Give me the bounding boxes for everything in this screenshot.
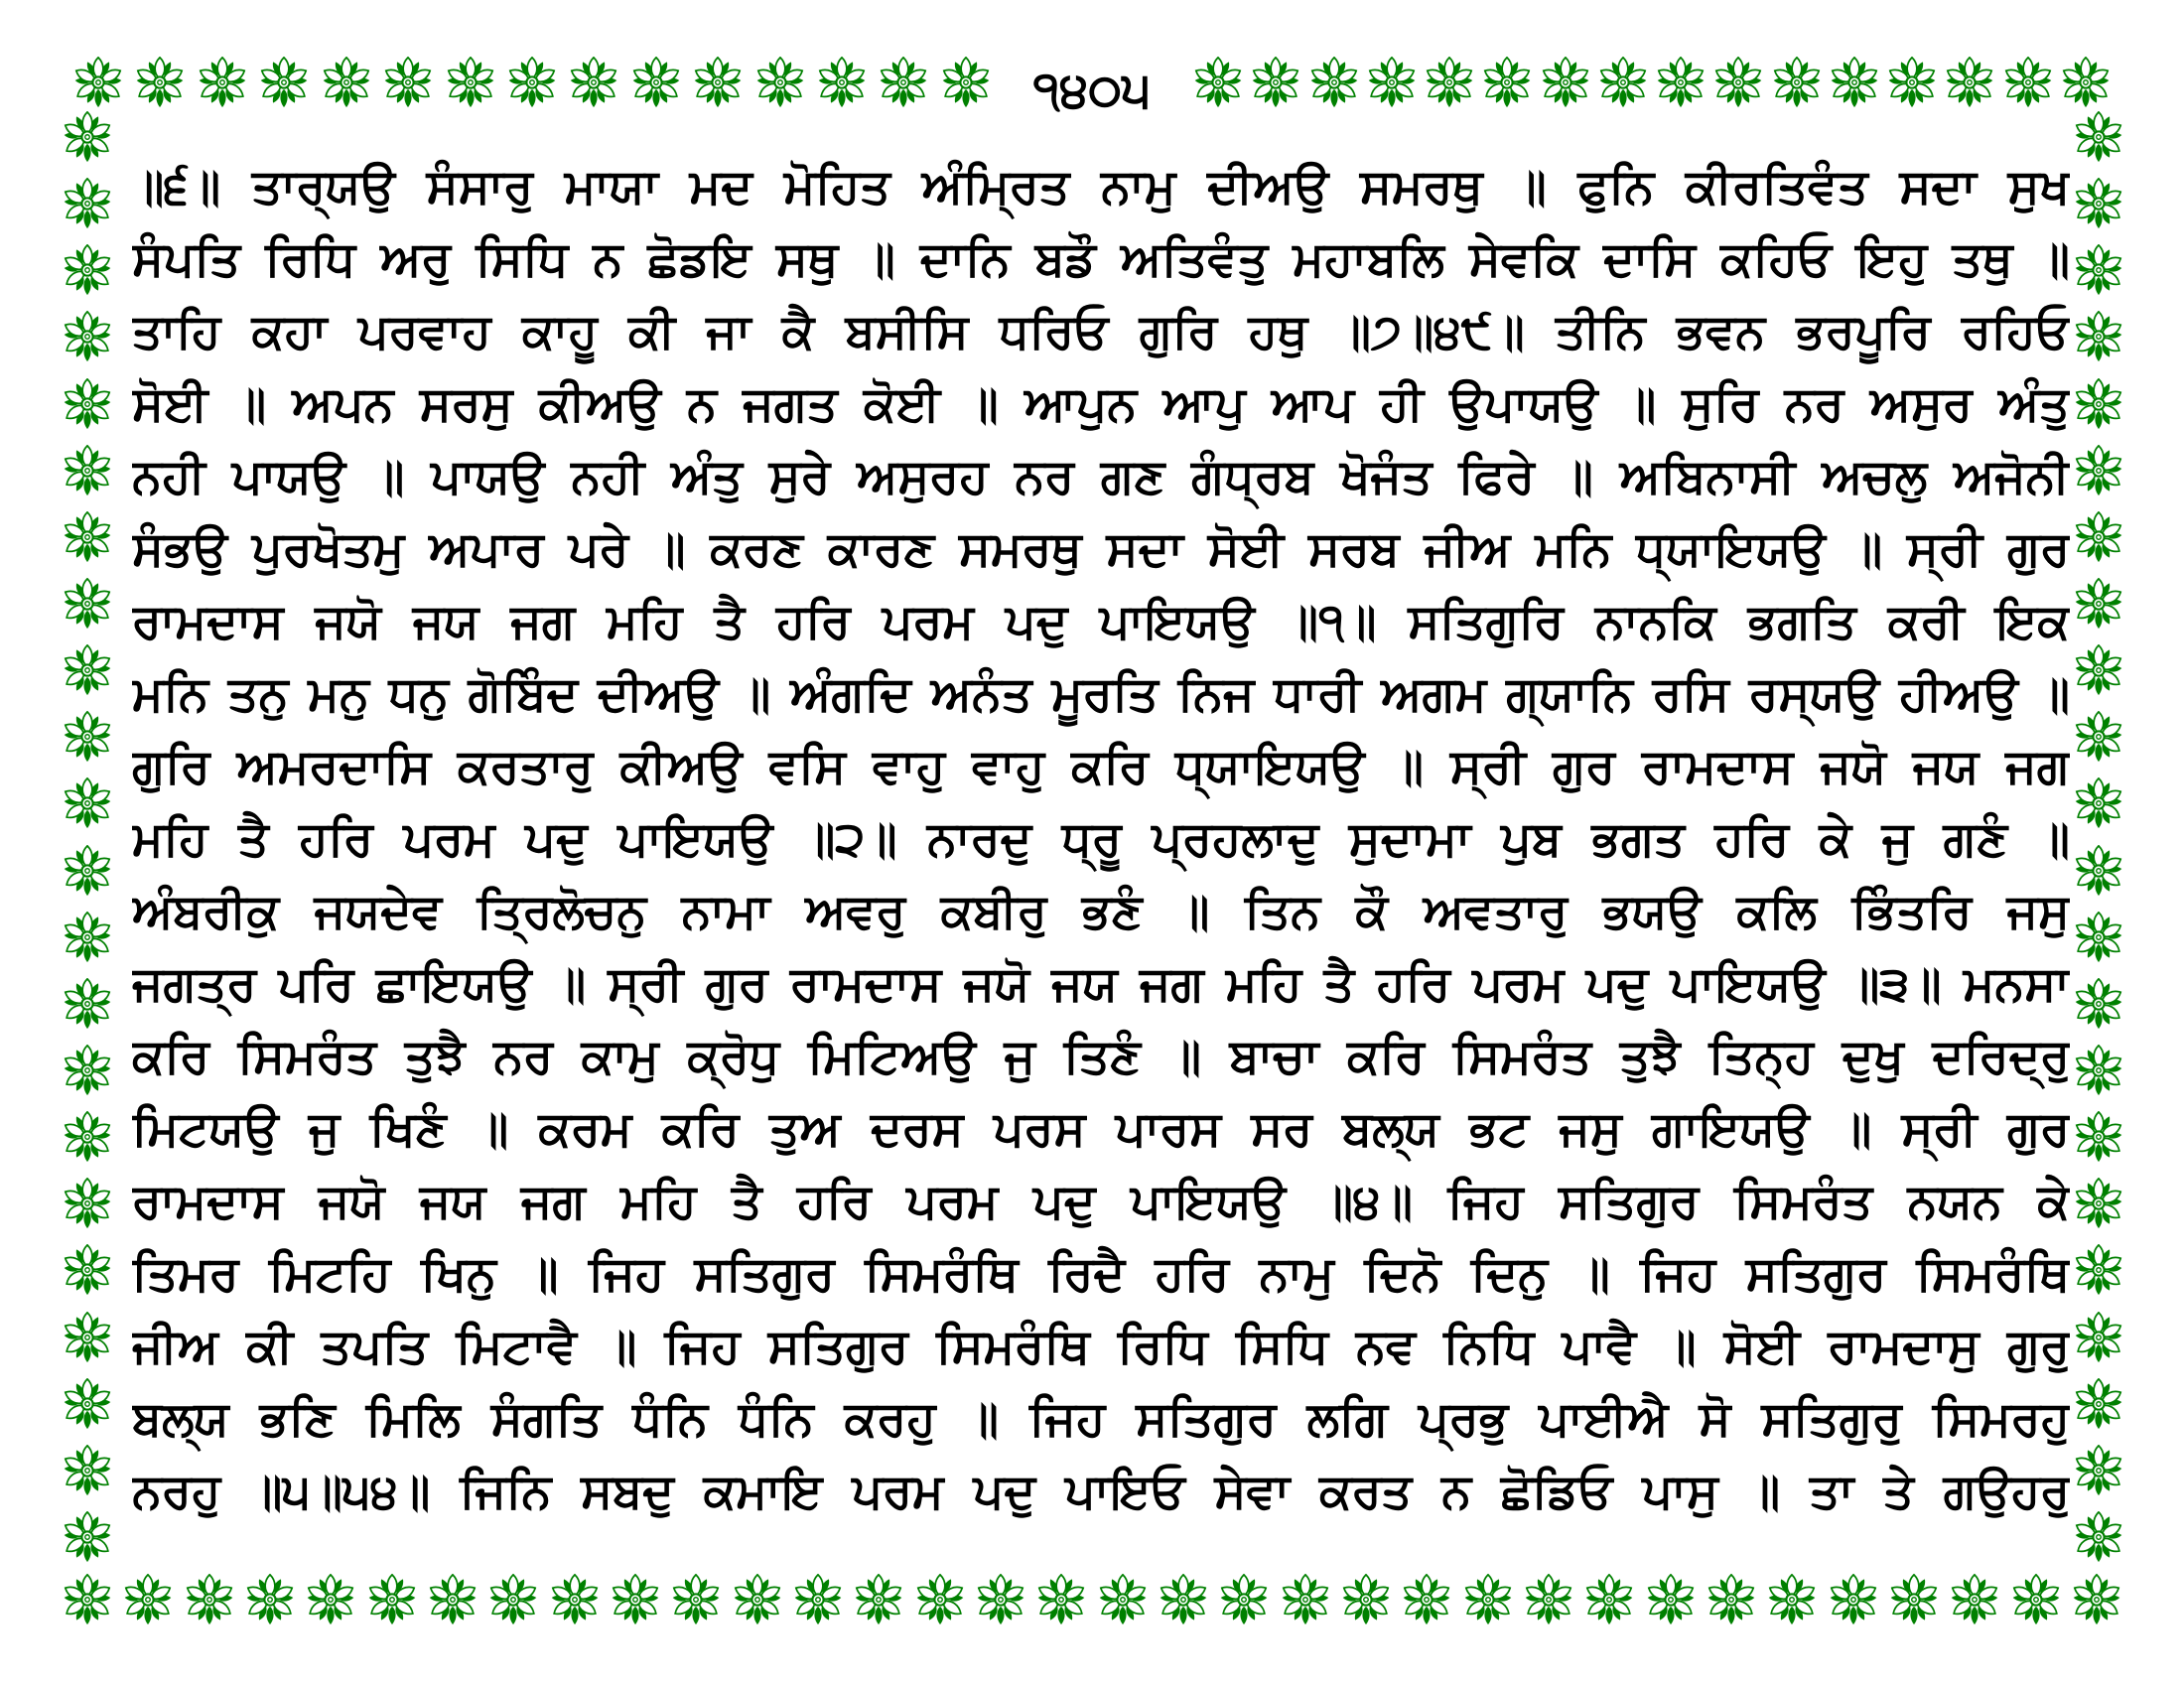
flower-icon (2073, 1312, 2124, 1363)
flower-icon (2073, 912, 2124, 963)
flower-icon (732, 1574, 783, 1625)
flower-icon (1886, 57, 1938, 108)
flower-icon (1597, 57, 1649, 108)
ornament-border-left (60, 111, 115, 1563)
text-line: ਜੀਅ ਕੀ ਤਪਤਿ ਮਿਟਾਵੈ ॥ ਜਿਹ ਸਤਿਗੁਰ ਸਿਮਰੰਥਿ ਰਿਧਿ ਸਿਧਿ ਨਵ ਨਿਧਿ ਪਾਵੈ ॥ ਸੋਈ ਰਾਮਦਾਸੁ ਗੁਰੁ (132, 1321, 2070, 1373)
flower-icon (62, 845, 113, 897)
flower-icon (2073, 1244, 2124, 1296)
flower-icon (1949, 1574, 2000, 1625)
ornament-border-right (2071, 111, 2126, 1563)
text-line: ਮਿਟਯਉ ਜੁ ਖਿਣੰ ॥ ਕਰਮ ਕਰਿ ਤੁਅ ਦਰਸ ਪਰਸ ਪਾਰਸ ਸਰ ਬਲ੍ਯ ਭਟ ਜਸੁ ਗਾਇਯਉ ॥ ਸ੍ਰੀ ਗੁਰ (132, 1103, 2070, 1156)
flower-icon (1712, 57, 1764, 108)
flower-icon (197, 57, 248, 108)
text-line: ਬਲ੍ਯ ਭਣਿ ਮਿਲਿ ਸੰਗਤਿ ਧੰਨਿ ਧੰਨਿ ਕਰਹੁ ॥ ਜਿਹ ਸਤਿਗੁਰ ਲਗਿ ਪ੍ਰਭੁ ਪਾਈਐ ਸੋ ਸਤਿਗੁਰੁ ਸਿਮਰਹੁ (132, 1393, 2070, 1446)
text-line: ॥੬॥ ਤਾਰ੍ਯਉ ਸੰਸਾਰੁ ਮਾਯਾ ਮਦ ਮੋਹਿਤ ਅੰਮ੍ਰਿਤ ਨਾਮੁ ਦੀਅਉ ਸਮਰਥੁ ॥ ਫੁਨਿ ਕੀਰਤਿਵੰਤ ਸਦਾ ਸੁਖ (132, 161, 2070, 213)
flower-icon (1645, 1574, 1697, 1625)
text-line: ਤਾਹਿ ਕਹਾ ਪਰਵਾਹ ਕਾਹੂ ਕੀ ਜਾ ਕੈ ਬਸੀਸਿ ਧਰਿਓ ਗੁਰਿ ਹਥੁ ॥੭॥੪੯॥ ਤੀਨਿ ਭਵਨ ਭਰਪੂਰਿ ਰਹਿਓ (132, 306, 2070, 358)
flower-icon (1888, 1574, 1940, 1625)
flower-icon (1035, 1574, 1087, 1625)
flower-icon (1540, 57, 1591, 108)
flower-icon (2073, 578, 2124, 630)
flower-icon (568, 57, 619, 108)
flower-icon (62, 1445, 113, 1496)
flower-icon (878, 57, 929, 108)
flower-icon (2073, 978, 2124, 1030)
flower-icon (2073, 1178, 2124, 1229)
flower-icon (62, 1312, 113, 1363)
flower-icon (1218, 1574, 1270, 1625)
flower-icon (1655, 57, 1706, 108)
text-line: ਮਨਿ ਤਨੁ ਮਨੁ ਧਨੁ ਗੋਬਿੰਦ ਦੀਅਉ ॥ ਅੰਗਦਿ ਅਨੰਤ ਮੂਰਤਿ ਨਿਜ ਧਾਰੀ ਅਗਮ ਗ੍ਯਾਨਿ ਰਸਿ ਰਸ੍ਯਉ ਹੀਅਉ ॥ (132, 668, 2070, 721)
flower-icon (487, 1574, 539, 1625)
flower-icon (305, 1574, 356, 1625)
flower-icon (244, 1574, 296, 1625)
flower-icon (853, 1574, 904, 1625)
flower-icon (610, 1574, 661, 1625)
flower-icon (2073, 1511, 2124, 1563)
flower-icon (2073, 777, 2124, 829)
flower-icon (2073, 111, 2124, 163)
flower-icon (2073, 711, 2124, 763)
flower-icon (792, 1574, 844, 1625)
flower-icon (62, 777, 113, 829)
text-line: ਜਗਤ੍ਰ ਪਰਿ ਛਾਇਯਉ ॥ ਸ੍ਰੀ ਗੁਰ ਰਾਮਦਾਸ ਜਯੋ ਜਯ ਜਗ ਮਹਿ ਤੈ ਹਰਿ ਪਰਮ ਪਦੁ ਪਾਇਯਉ ॥੩॥ ਮਨਸਾ (132, 958, 2070, 1011)
flower-icon (549, 1574, 601, 1625)
flower-icon (62, 912, 113, 963)
flower-icon (1308, 57, 1360, 108)
flower-icon (1944, 57, 1995, 108)
flower-icon (321, 57, 372, 108)
flower-icon (1250, 57, 1301, 108)
flower-icon (62, 1378, 113, 1430)
flower-icon (62, 311, 113, 362)
flower-icon (258, 57, 310, 108)
flower-icon (62, 511, 113, 563)
flower-icon (62, 978, 113, 1030)
flower-icon (1192, 57, 1244, 108)
flower-icon (62, 644, 113, 696)
flower-icon (1280, 1574, 1331, 1625)
flower-icon (62, 244, 113, 296)
flower-icon (62, 1178, 113, 1229)
flower-icon (1829, 57, 1880, 108)
flower-icon (1158, 1574, 1209, 1625)
ornament-row-top-left (72, 57, 992, 108)
flower-icon (940, 57, 992, 108)
flower-icon (816, 57, 868, 108)
flower-icon (1706, 1574, 1757, 1625)
flower-icon (62, 1244, 113, 1296)
ornament-border-top (72, 55, 2112, 117)
text-line: ਮਹਿ ਤੈ ਹਰਿ ਪਰਮ ਪਦੁ ਪਾਇਯਉ ॥੨॥ ਨਾਰਦੁ ਧ੍ਰੂ ਪ੍ਰਹਲਾਦੁ ਸੁਦਾਮਾ ਪੁਬ ਭਗਤ ਹਰਿ ਕੇ ਜੁ ਗਣੰ ॥ (132, 813, 2070, 866)
flower-icon (382, 57, 434, 108)
flower-icon (1366, 57, 1418, 108)
flower-icon (1340, 1574, 1392, 1625)
flower-icon (72, 57, 124, 108)
flower-icon (914, 1574, 966, 1625)
flower-icon (62, 1045, 113, 1096)
text-line: ਸੋਈ ॥ ਅਪਨ ਸਰਸੁ ਕੀਅਉ ਨ ਜਗਤ ਕੋਈ ॥ ਆਪੁਨ ਆਪੁ ਆਪ ਹੀ ਉਪਾਯਉ ॥ ਸੁਰਿ ਨਰ ਅਸੁਰ ਅੰਤੁ (132, 378, 2070, 431)
flower-icon (62, 1111, 113, 1163)
flower-icon (62, 178, 113, 229)
flower-icon (1424, 57, 1475, 108)
text-line: ਸੰਭਉ ਪੁਰਖੋਤਮੁ ਅਪਾਰ ਪਰੇ ॥ ਕਰਣ ਕਾਰਣ ਸਮਰਥੁ ਸਦਾ ਸੋਈ ਸਰਬ ਜੀਅ ਮਨਿ ਧ੍ਯਾਇਯਉ ॥ ਸ੍ਰੀ ਗੁਰ (132, 523, 2070, 576)
ornament-border-bottom (62, 1572, 2122, 1627)
text-line: ਤਿਮਰ ਮਿਟਹਿ ਖਿਨੁ ॥ ਜਿਹ ਸਤਿਗੁਰ ਸਿਮਰੰਥਿ ਰਿਦੈ ਹਰਿ ਨਾਮੁ ਦਿਨੋ ਦਿਨੁ ॥ ਜਿਹ ਸਤਿਗੁਰ ਸਿਮਰੰਥਿ (132, 1248, 2070, 1301)
flower-icon (445, 57, 496, 108)
flower-icon (1523, 1574, 1574, 1625)
flower-icon (1462, 1574, 1514, 1625)
text-line: ਅੰਬਰੀਕੁ ਜਯਦੇਵ ਤ੍ਰਿਲੋਚਨੁ ਨਾਮਾ ਅਵਰੁ ਕਬੀਰੁ ਭਣੰ ॥ ਤਿਨ ਕੌ ਅਵਤਾਰੁ ਭਯਉ ਕਲਿ ਭਿੰਤਰਿ ਜਸੁ (132, 886, 2070, 938)
flower-icon (2073, 511, 2124, 563)
flower-icon (2060, 57, 2112, 108)
flower-icon (1401, 1574, 1452, 1625)
flower-icon (2010, 1574, 2062, 1625)
text-line: ਰਾਮਦਾਸ ਜਯੋ ਜਯ ਜਗ ਮਹਿ ਤੈ ਹਰਿ ਪਰਮ ਪਦੁ ਪਾਇਯਉ ॥੪॥ ਜਿਹ ਸਤਿਗੁਰ ਸਿਮਰੰਤ ਨਯਨ ਕੇ (132, 1176, 2070, 1228)
flower-icon (62, 578, 113, 630)
flower-icon (670, 1574, 722, 1625)
flower-icon (1583, 1574, 1635, 1625)
flower-icon (1828, 1574, 1879, 1625)
flower-icon (1766, 1574, 1818, 1625)
flower-icon (1481, 57, 1533, 108)
flower-icon (2073, 1111, 2124, 1163)
flower-icon (2073, 845, 2124, 897)
flower-icon (62, 378, 113, 430)
text-line: ਕਰਿ ਸਿਮਰੰਤ ਤੁਝੈ ਨਰ ਕਾਮੁ ਕ੍ਰੋਧੁ ਮਿਟਿਅਉ ਜੁ ਤਿਣੰ ॥ ਬਾਚਾ ਕਰਿ ਸਿਮਰੰਤ ਤੁਝੈ ਤਿਨ੍ਹ ਦੁਖੁ ਦਰਿਦ੍ਰੁ (132, 1031, 2070, 1083)
text-line: ਰਾਮਦਾਸ ਜਯੋ ਜਯ ਜਗ ਮਹਿ ਤੈ ਹਰਿ ਪਰਮ ਪਦੁ ਪਾਇਯਉ ॥੧॥ ਸਤਿਗੁਰਿ ਨਾਨਕਿ ਭਗਤਿ ਕਰੀ ਇਕ (132, 596, 2070, 648)
flower-icon (122, 1574, 174, 1625)
flower-icon (62, 1511, 113, 1563)
flower-icon (2073, 178, 2124, 229)
flower-icon (184, 1574, 235, 1625)
flower-icon (2073, 311, 2124, 362)
ornament-row-top-right (1192, 57, 2112, 108)
text-line: ਨਹੀ ਪਾਯਉ ॥ ਪਾਯਉ ਨਹੀ ਅੰਤੁ ਸੁਰੇ ਅਸੁਰਹ ਨਰ ਗਣ ਗੰਧ੍ਰਬ ਖੋਜੰਤ ਫਿਰੇ ॥ ਅਬਿਨਾਸੀ ਅਚਲੁ ਅਜੋਨੀ (132, 451, 2070, 503)
flower-icon (62, 711, 113, 763)
flower-icon (427, 1574, 478, 1625)
flower-icon (2073, 644, 2124, 696)
text-line: ਨਰਹੁ ॥੫॥੫੪॥ ਜਿਨਿ ਸਬਦੁ ਕਮਾਇ ਪਰਮ ਪਦੁ ਪਾਇਓ ਸੇਵਾ ਕਰਤ ਨ ਛੋਡਿਓ ਪਾਸੁ ॥ ਤਾ ਤੇ ਗਉਹਰੁ (132, 1466, 2070, 1518)
flower-icon (2071, 1574, 2122, 1625)
page-number: ੧੪੦੫ (1032, 62, 1152, 117)
flower-icon (2073, 445, 2124, 496)
flower-icon (630, 57, 682, 108)
flower-icon (62, 111, 113, 163)
flower-icon (2073, 244, 2124, 296)
flower-icon (1771, 57, 1823, 108)
flower-icon (366, 1574, 418, 1625)
flower-icon (1097, 1574, 1149, 1625)
flower-icon (62, 1574, 113, 1625)
flower-icon (754, 57, 806, 108)
text-line: ਗੁਰਿ ਅਮਰਦਾਸਿ ਕਰਤਾਰੁ ਕੀਅਉ ਵਸਿ ਵਾਹੁ ਵਾਹੁ ਕਰਿ ਧ੍ਯਾਇਯਉ ॥ ਸ੍ਰੀ ਗੁਰ ਰਾਮਦਾਸ ਜਯੋ ਜਯ ਜਗ (132, 741, 2070, 793)
scripture-text (132, 151, 2070, 1528)
flower-icon (134, 57, 186, 108)
text-line: ਸੰਪਤਿ ਰਿਧਿ ਅਰੁ ਸਿਧਿ ਨ ਛੋਡਇ ਸਥੁ ॥ ਦਾਨਿ ਬਡੌ ਅਤਿਵੰਤੁ ਮਹਾਬਲਿ ਸੇਵਕਿ ਦਾਸਿ ਕਹਿਓ ਇਹੁ ਤਥੁ ॥ (132, 233, 2070, 286)
flower-icon (506, 57, 558, 108)
flower-icon (2073, 378, 2124, 430)
flower-icon (2002, 57, 2054, 108)
flower-icon (2073, 1378, 2124, 1430)
flower-icon (692, 57, 744, 108)
flower-icon (62, 445, 113, 496)
flower-icon (2073, 1445, 2124, 1496)
flower-icon (975, 1574, 1026, 1625)
flower-icon (2073, 1045, 2124, 1096)
